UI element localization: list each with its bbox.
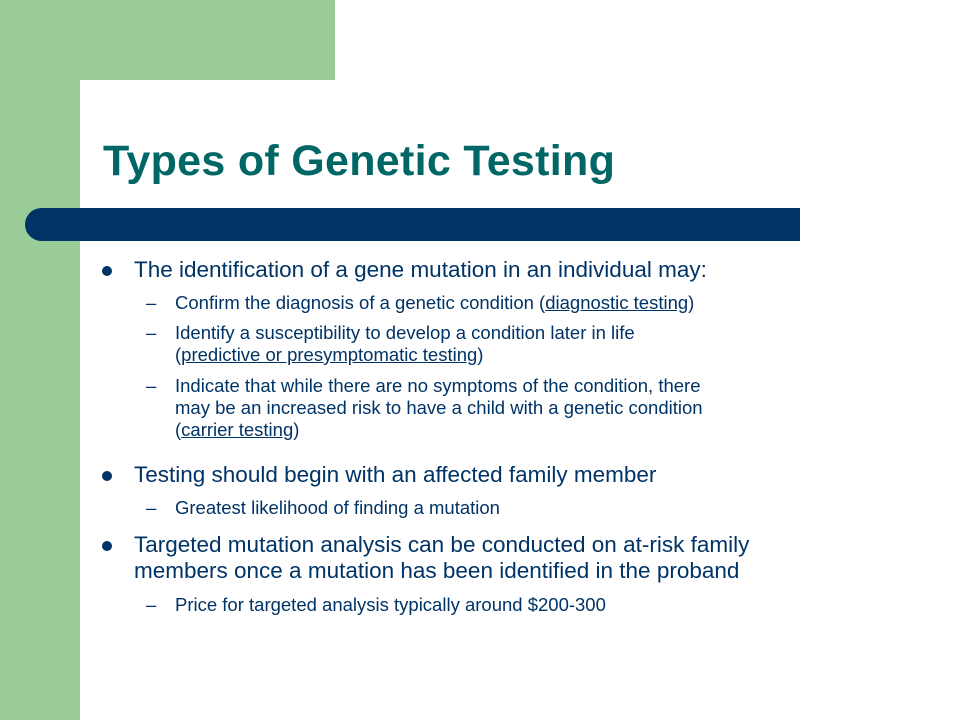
bullet-2-sub-1: – Greatest likelihood of finding a mutation — [146, 497, 500, 518]
bullet-1-sub-3: – Indicate that while there are no symptoms of the condition, there may be an increased risk to have a child with a genetic condition (carrier testing) — [146, 375, 703, 440]
bullet-2: Testing should begin with an affected family member — [134, 462, 656, 488]
bullet-3: Targeted mutation analysis can be conducted on at-risk family members once a mutation has been identified in the proband — [134, 532, 749, 584]
dash-marker: – — [146, 322, 157, 343]
bullet-dot — [102, 471, 112, 481]
dash-marker: – — [146, 292, 157, 313]
dash-marker: – — [146, 594, 157, 615]
bullet-dot — [102, 541, 112, 551]
bullet-1: The identification of a gene mutation in an individual may: — [134, 257, 707, 283]
term-link: diagnostic testing — [545, 292, 689, 313]
slide-title: Types of Genetic Testing — [103, 137, 616, 185]
term-link: carrier testing — [181, 419, 294, 440]
bullet-1-sub-1: – Confirm the diagnosis of a genetic condition (diagnostic testing) — [146, 292, 695, 313]
term-link: predictive or presymptomatic testing — [181, 344, 478, 365]
bullet-dot — [102, 266, 112, 276]
dash-marker: – — [146, 375, 157, 396]
dash-marker: – — [146, 497, 157, 518]
bullet-3-sub-1: – Price for targeted analysis typically around $200-300 — [146, 594, 606, 615]
bullet-1-sub-2: – Identify a susceptibility to develop a condition later in life (predictive or presymptomatic testing) — [146, 322, 635, 365]
